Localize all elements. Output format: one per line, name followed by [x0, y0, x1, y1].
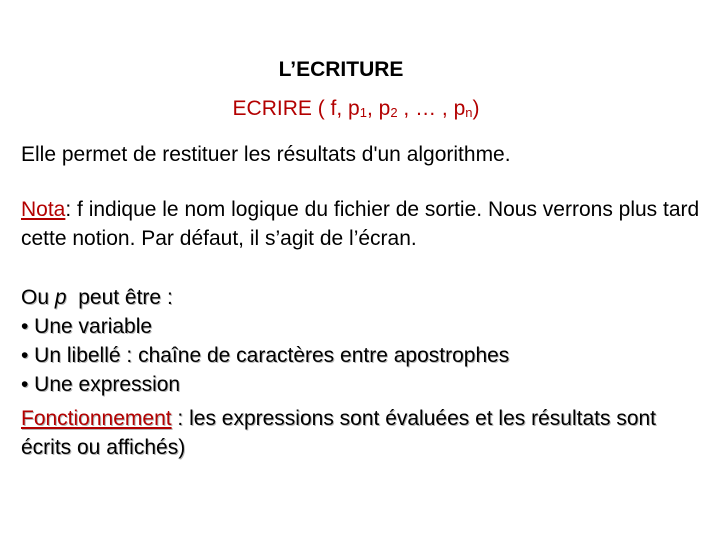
syntax-line [0, 97, 712, 121]
syntax-subscript-1: 1 [359, 105, 367, 120]
fonctionnement-paragraph [21, 404, 711, 462]
nota-text: : f indique le nom logique du fichier de sortie. Nous verrons plus tard cette notion. Par défaut, il s’agit de l’écran. [21, 198, 700, 250]
param-intro-prefix: Ou [21, 286, 55, 309]
param-block [21, 283, 711, 399]
nota-paragraph [21, 195, 711, 253]
param-intro [21, 283, 711, 312]
syntax-close: ) [472, 97, 480, 120]
syntax-open: ( f, p [317, 97, 360, 120]
syntax-sep-1: , p [366, 97, 391, 120]
list-item: • Un libellé : chaîne de caractères entre apostrophes [21, 344, 510, 367]
nota-label: Nota [21, 198, 66, 221]
syntax-subscript-2: 2 [390, 105, 398, 120]
fonctionnement-text: : les expressions sont évaluées et les résultats sont écrits ou affichés) [21, 407, 657, 459]
fonctionnement-label: Fonctionnement [21, 407, 172, 430]
syntax-sep-2: , … , p [397, 97, 466, 120]
param-intro-var: p [54, 286, 67, 309]
list-item: • Une variable [21, 315, 153, 338]
param-intro-suffix: peut être : [66, 286, 173, 309]
syntax-subscript-n: n [465, 105, 473, 120]
slide-title: L’ECRITURE [278, 58, 404, 81]
list-item: • Une expression [21, 373, 181, 396]
description-text: Elle permet de restituer les résultats d'un algorithme. [21, 143, 511, 166]
param-list [21, 312, 711, 399]
syntax-keyword: ECRIRE [232, 97, 312, 120]
